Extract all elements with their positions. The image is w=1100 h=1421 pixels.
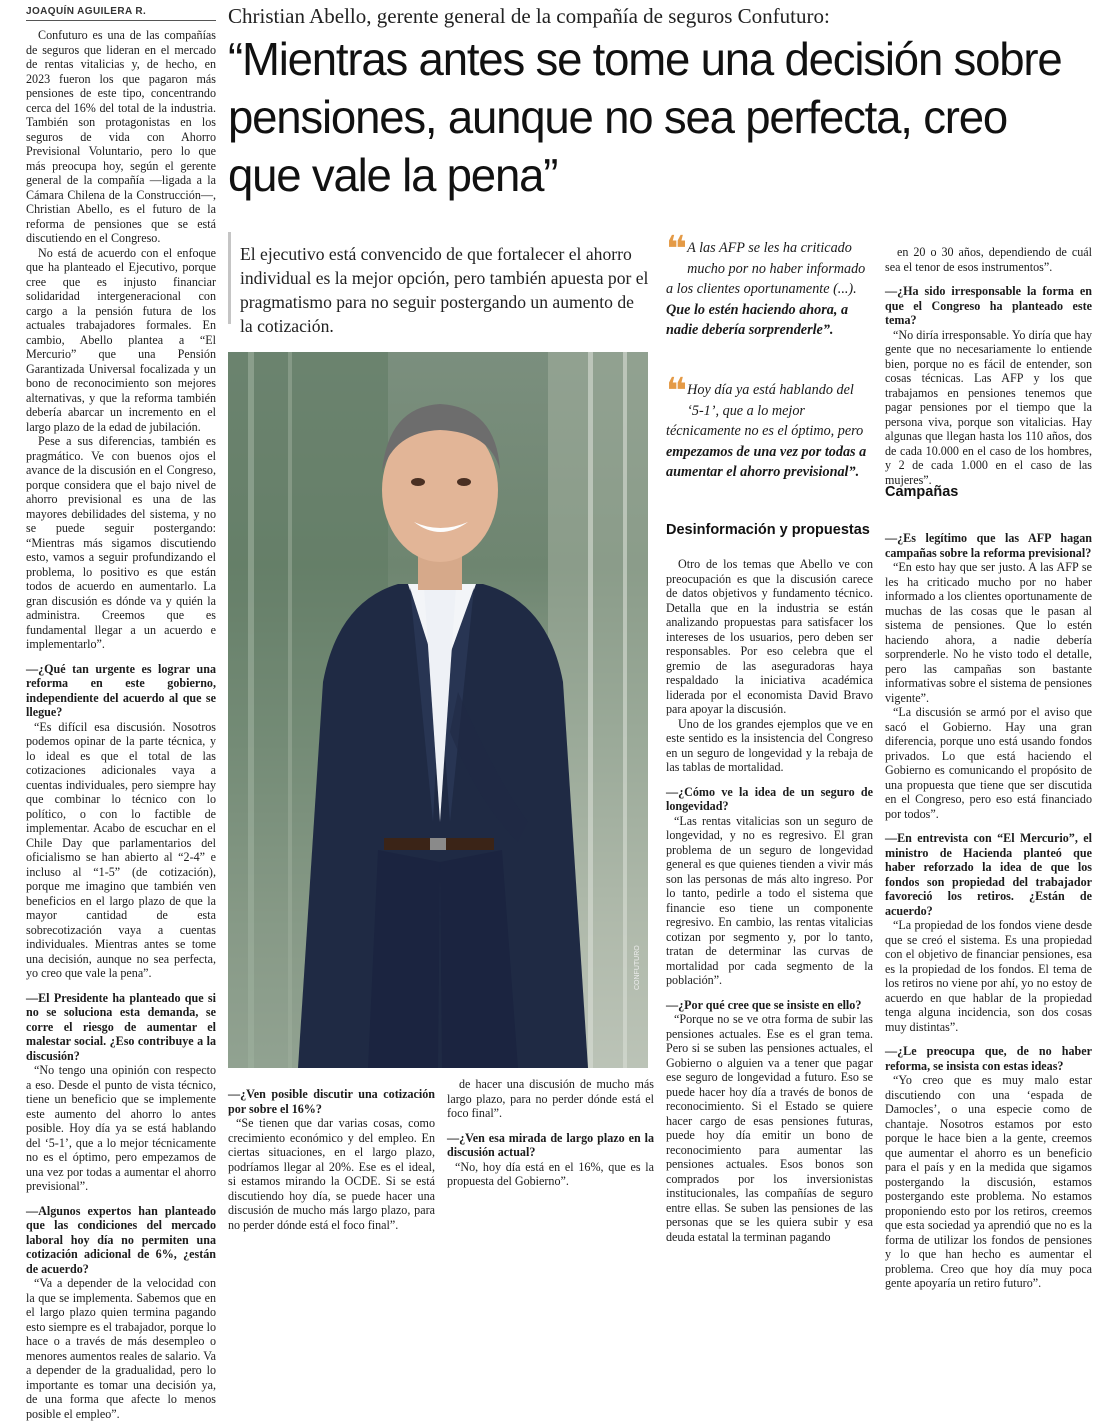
interview-question: —¿Ven posible discutir una cotización por sobre el 16%?: [228, 1087, 435, 1116]
body-paragraph: No está de acuerdo con el enfoque que ha planteado el Ejecutivo, porque cree que es injusto financiar solidaridad intergeneracional con cargo a la pensión futura de los actuales trabajadores formales. En cambio, Abello plantea a “El Mercurio” que una Pensión Garantizada Universal focalizada y un bono de reconocimiento son mejores alternativas, y que la reforma también debería abarcar un incremento en el largo plazo de la edad de jubilación.: [26, 245, 216, 434]
interview-question: —Algunos expertos han planteado que las condiciones del mercado laboral hoy día no permiten una cotización adicional de 6%, ¿están de acuerdo?: [26, 1203, 216, 1276]
interview-question: —¿Le preocupa que, de no haber reforma, se insista con estas ideas?: [885, 1044, 1092, 1073]
subhead-campanas: Campañas: [885, 484, 959, 500]
column-3-bottom: [447, 1077, 654, 1202]
interview-question: —¿Es legítimo que las AFP hagan campañas sobre la reforma previsional?: [885, 531, 1092, 560]
body-paragraph: “La propiedad de los fondos viene desde que se creó el sistema. Es una propiedad con el objetivo de financiar pensiones, esa es la propiedad de los fondos. El tema de los retiros no viene por ahí, yo no estoy de acuerdo en que hablar de la propiedad tenga alguna incidencia, son dos cosas muy distintas”.: [885, 918, 1092, 1034]
body-paragraph: de hacer una discusión de mucho más largo plazo, para no perder dónde está el foco final”.: [447, 1077, 654, 1120]
interview-question: —En entrevista con “El Mercurio”, el ministro de Hacienda planteó que haber reforzado la idea de que los fondos son propiedad del trabajador favoreció los retiros. ¿Están de acuerdo?: [885, 831, 1092, 918]
portrait-photo: [228, 352, 648, 1068]
body-paragraph: “Va a depender de la velocidad con la que se implementa. Sabemos que en el largo plazo quien termina pagando esto siempre es el trabajador, porque lo hace o a través de más desempleo o menores aumentos reales de salario. Va a depender de la gradualidad, pero lo importante es tomar una decisión ya, de una forma que afecte lo menos posible el empleo”.: [26, 1276, 216, 1421]
pull-quote-1: [666, 229, 873, 341]
byline: JOAQUÍN AGUILERA R.: [26, 6, 147, 17]
body-paragraph: Pese a sus diferencias, también es pragmático. Ve con buenos ojos el avance de la discusión en el Congreso, porque considera que el bajo nivel de ahorro previsional es una de las mayores debilidades del sistema, y no se puede seguir postergando: “Mientras más sigamos discutiendo esto, vamos a seguir profundizando el problema, lo positivo es que están todos de acuerdo en aumentarlo. La gran discusión es dónde va y quién la administra. Creemos que es fundamental llegar a un acuerdo e implementarlo”.: [26, 434, 216, 651]
headline: “Mientras antes se tome una decisión sobre pensiones, aunque no sea perfecta, creo que vale la pena”: [228, 33, 1062, 201]
interview-question: —El Presidente ha planteado que si no se soluciona esta demanda, se corre el riesgo de aumentar el malestar social. ¿Eso contribuye a la discusión?: [26, 990, 216, 1063]
pull-quote-text: A las AFP se les ha criticado mucho por no haber informado a los clientes oportunamente (...).: [666, 240, 866, 297]
interview-question: —¿Ven esa mirada de largo plazo en la discusión actual?: [447, 1130, 654, 1159]
kicker: Christian Abello, gerente general de la compañía de seguros Confuturo:: [228, 4, 830, 28]
quote-icon: ❝: [666, 229, 682, 270]
body-paragraph: Uno de los grandes ejemplos que ve en este sentido es la insistencia del Congreso en un seguro de longevidad y la rebaja de las tablas de mortalidad.: [666, 716, 873, 774]
body-paragraph: “No tengo una opinión con respecto a eso. Desde el punto de vista técnico, tiene un beneficio que se implemente este aumento del ahorro lo antes posible. Hoy día ya se está hablando del ‘5-1’, que a lo mejor técnicamente no es el óptimo, pero empezamos de una vez por todas a aumentar el ahorro previsional”.: [26, 1063, 216, 1193]
interview-question: —¿Por qué cree que se insiste en ello?: [666, 997, 862, 1012]
photo-credit: CONFUTURO: [634, 945, 641, 990]
interview-question: —¿Qué tan urgente es lograr una reforma en este gobierno, independiente del acuerdo al que se llegue?: [26, 661, 216, 719]
body-paragraph: “La discusión se armó por el aviso que sacó el Gobierno. Hay una gran diferencia, porque uno está usando fondos privados. Lo que está haciendo el Gobierno es comunicando el propósito de una propuesta que tiene que ser discutida en el Congreso, pero eso está financiado por todos”.: [885, 705, 1092, 821]
subhead-desinformacion: Desinformación y propuestas: [666, 522, 870, 538]
deck: El ejecutivo está convencido de que fortalecer el ahorro individual es la mejor opción, pero también apuesta por el pragmatismo para no seguir postergando un aumento de la cotización.: [240, 244, 649, 336]
pull-quote-text: Hoy día ya está hablando del ‘5-1’, que a lo mejor técnicamente no es el óptimo, pero: [666, 382, 864, 439]
body-paragraph: “Es difícil esa discusión. Nosotros podemos opinar de la parte técnica, y lo ideal es que el total de las cotizaciones adicionales vaya a cuentas individuales, pero siempre hay que combinar lo técnico con lo político, o con lo factible de implementar. Acabo de escuchar en el Chile Day que parlamentarios del oficialismo se han abierto al “2-4” e incluso al “1-5” (de cotización), porque me imagino que también ven beneficios en el largo plazo de que la mayor cantidad de esta sobrecotización vaya a cuentas individuales. Mientras antes se tome una decisión, aunque no sea perfecta, yo creo que vale la pena”.: [26, 719, 216, 980]
body-paragraph: “Yo creo que es muy malo estar discutiendo con una ‘espada de Damocles’, o una especie como de chantaje. Nosotros estamos por esto porque le hace bien a la gente, creemos que aumentar el ahorro es un beneficio para el país y en la medida que sigamos postergando la discusión, estamos postergando este problema. No estamos proponiendo esto por los retiros, creemos que esta sociedad ya aprendió que no es la forma de utilizar los fondos de pensiones y lo que han hecho es aumentar el problema. Creo que hoy día muy poca gente apoyaría un retiro futuro”.: [885, 1073, 1092, 1290]
column-2-bottom: [228, 1077, 435, 1232]
column-1: [26, 28, 216, 1421]
body-paragraph: en 20 o 30 años, dependiendo de cuál sea el tenor de esos instrumentos”.: [885, 245, 1092, 274]
body-paragraph: Otro de los temas que Abello ve con preocupación es que la discusión carece de datos objetivos y fundamento técnico. Detalla que en la industria se están analizando propuestas para satisfacer los intereses de los usuarios, pero deben ser responsables. Por eso celebra que el gremio de las aseguradoras haya respaldado la iniciativa académica liderada por el economista David Bravo para apoyar la discusión.: [666, 557, 873, 716]
interview-question: —¿Cómo ve la idea de un seguro de longevidad?: [666, 784, 873, 813]
deck-bar: [228, 232, 231, 324]
body-paragraph: “En esto hay que ser justo. A las AFP se les ha criticado mucho por no haber informado a los clientes oportunamente de muchas de las cosas que le pasan al sistema de pensiones. Que lo estén haciendo ahora, a nadie debería sorprenderle. No he visto todo el detalle, pero las campañas son bastante informativas sobre el sistema de pensiones vigente”.: [885, 560, 1092, 705]
portrait-illustration: [228, 352, 648, 1068]
body-paragraph: “Las rentas vitalicias son un seguro de longevidad, y no es regresivo. El gran problema de un seguro de longevidad general es que quienes tienden a vivir más son las personas de más alto ingreso. Por lo tanto, pedirle a todo el sistema que financie eso tiene un componente regresivo. En cambio, las rentas vitalicias cotizan por segmento y, por lo tanto, tratan de determinar las curvas de mortalidad por cada segmento de la población”.: [666, 813, 873, 987]
pull-quote-bold: empezamos de una vez por todas a aumentar el ahorro previsional”.: [666, 443, 867, 480]
body-paragraph: “Se tienen que dar varias cosas, como crecimiento económico y del empleo. En ciertas situaciones, en el largo plazo, podríamos llegar al 20%. Ese es el ideal, si estamos mirando la OCDE. Si se está discutiendo hoy día, se puede hacer una discusión de mucho más largo plazo, para no perder dónde está el foco final”.: [228, 1116, 435, 1232]
body-paragraph: “Porque no se ve otra forma de subir las pensiones actuales. Ese es el gran tema. Pero si se suben las pensiones actuales, el Gobierno o alguien va a tener que pagar ese seguro de longevidad a futuro. Eso se puede hacer hoy día a través de bonos de reconocimiento. Si el Estado se quiere hacer cargo de esas pensiones futuras, puede hoy día emitir un bono de reconocimiento para aumentar las pensiones actuales. Esos bonos son comprados por los inversionistas institucionales, las compañías de seguro entre ellas. Se suben las pensiones de las personas que se les quiera subir y esa deuda estatal la terminan pagando: [666, 1012, 873, 1244]
body-paragraph: Confuturo es una de las compañías de seguros que lideran en el mercado de rentas vitalicias y, de hecho, en 2023 fueron los que pagaron más pensiones de este tipo, concentrando cerca del 16% del total de la industria. También son protagonistas en los seguros de vida con Ahorro Previsional Voluntario, pero lo que más preocupa hoy, según el gerente general de la compañía —ligada a la Cámara Chilena de la Construcción—, Christian Abello, es el futuro de la reforma de pensiones que se está discutiendo en el Congreso.: [26, 28, 216, 245]
byline-divider: [26, 20, 216, 21]
interview-question: —¿Ha sido irresponsable la forma en que el Congreso ha planteado este tema?: [885, 284, 1092, 327]
column-5: [885, 245, 1092, 1290]
column-4: [666, 557, 873, 1244]
body-paragraph: “No, hoy día está en el 16%, que es la propuesta del Gobierno”.: [447, 1159, 654, 1188]
quote-icon: ❝: [666, 371, 682, 412]
pull-quote-bold: Que lo estén haciendo ahora, a nadie debería sorprenderle”.: [666, 301, 849, 338]
pull-quote-2: [666, 371, 873, 483]
body-paragraph: “No diría irresponsable. Yo diría que hay gente que no necesariamente lo entiende bien, porque no es fácil de entender, son cosas técnicas. Las AFP y los que trabajamos en pensiones tenemos que pagar pensiones por el tiempo que la persona viva, porque son vitalicias. Hay algunas que llegan hasta los 110 años, dos de cada 10.000 en el caso de los hombres, y 2 de cada 1.000 en el caso de las mujeres”.: [885, 327, 1092, 487]
